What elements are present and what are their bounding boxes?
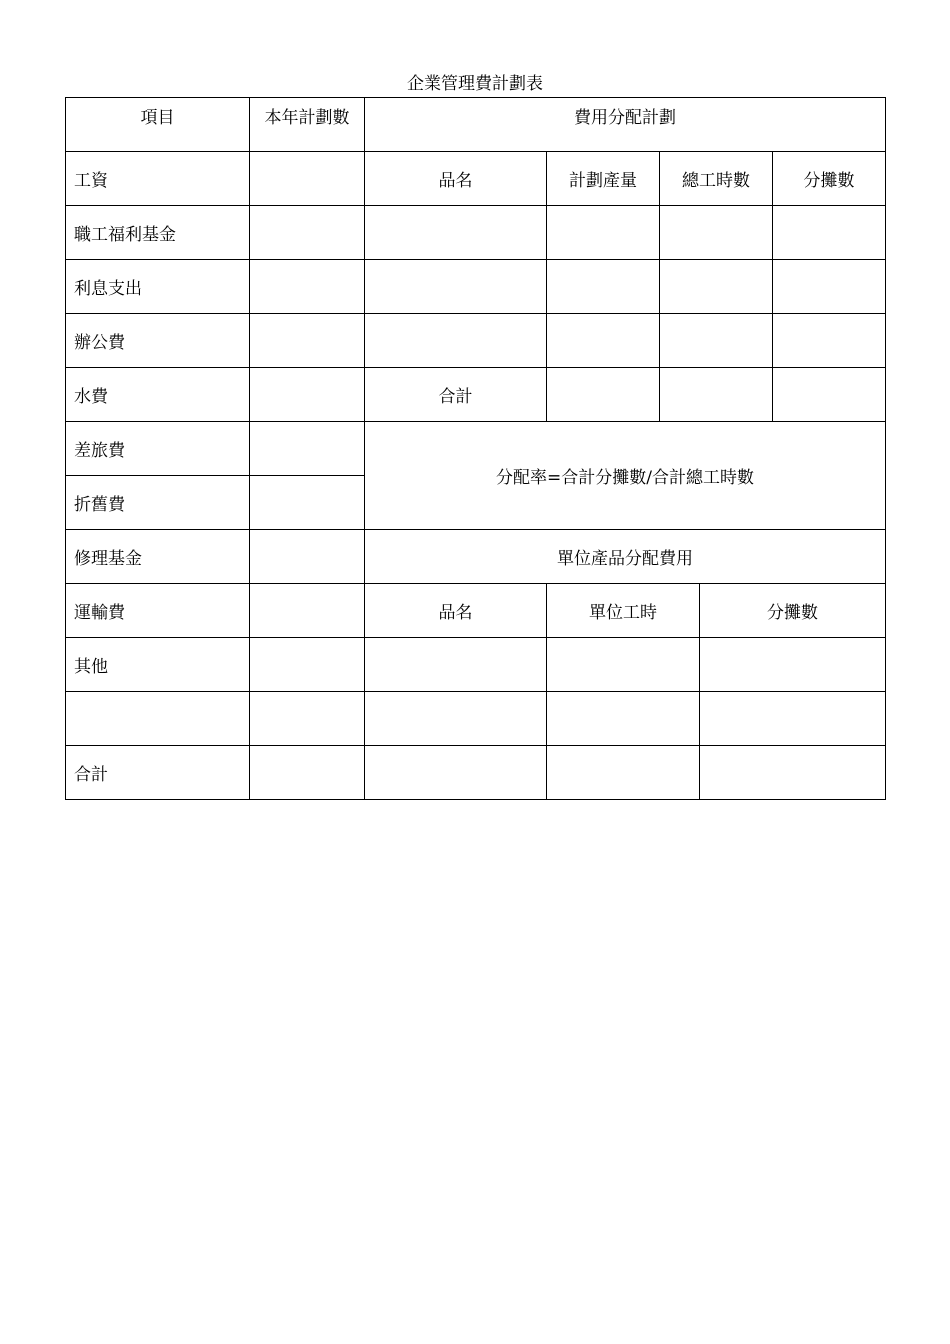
- annual-plan-cell: [250, 692, 365, 746]
- item-label: 職工福利基金: [66, 206, 250, 260]
- allocation-header-total-hours: 總工時數: [660, 152, 773, 206]
- table-row: [66, 206, 886, 260]
- unit-header-product: 品名: [365, 584, 547, 638]
- item-label: 水費: [66, 368, 250, 422]
- annual-plan-cell: [250, 260, 365, 314]
- item-label: [66, 692, 250, 746]
- annual-plan-cell: [250, 530, 365, 584]
- table-row: [66, 692, 886, 746]
- item-label: 其他: [66, 638, 250, 692]
- annual-plan-cell: [250, 476, 365, 530]
- annual-plan-cell: [250, 206, 365, 260]
- table-row: [66, 530, 886, 584]
- unit-cell: [700, 638, 886, 692]
- allocation-cell: [660, 260, 773, 314]
- header-item: 項目: [66, 98, 250, 152]
- allocation-cell: [365, 314, 547, 368]
- item-label: 利息支出: [66, 260, 250, 314]
- annual-plan-cell: [250, 638, 365, 692]
- annual-plan-cell: [250, 152, 365, 206]
- unit-allocation-title: 單位產品分配費用: [365, 530, 886, 584]
- table-row: [66, 746, 886, 800]
- allocation-rate-formula: 分配率=合計分攤數/合計總工時數: [365, 422, 886, 530]
- annual-plan-cell: [250, 368, 365, 422]
- item-label: 折舊費: [66, 476, 250, 530]
- annual-plan-cell: [250, 746, 365, 800]
- annual-plan-cell: [250, 314, 365, 368]
- unit-cell: [700, 746, 886, 800]
- allocation-header-product: 品名: [365, 152, 547, 206]
- table-row: [66, 368, 886, 422]
- unit-cell: [547, 692, 700, 746]
- expense-plan-table: [65, 97, 886, 800]
- allocation-cell: [660, 368, 773, 422]
- table-row: [66, 638, 886, 692]
- allocation-cell: [773, 260, 886, 314]
- allocation-cell: [660, 206, 773, 260]
- allocation-cell: [547, 368, 660, 422]
- annual-plan-cell: [250, 422, 365, 476]
- item-label: 修理基金: [66, 530, 250, 584]
- table-row: [66, 260, 886, 314]
- header-allocation-plan: 費用分配計劃: [365, 98, 886, 152]
- page-title: 企業管理費計劃表: [407, 74, 543, 94]
- allocation-cell: [660, 314, 773, 368]
- item-label: 運輸費: [66, 584, 250, 638]
- unit-cell: [365, 638, 547, 692]
- unit-cell: [547, 746, 700, 800]
- item-label: 差旅費: [66, 422, 250, 476]
- table-row: [66, 98, 886, 152]
- allocation-header-planned-output: 計劃產量: [547, 152, 660, 206]
- allocation-cell: [547, 314, 660, 368]
- allocation-cell: [365, 260, 547, 314]
- unit-cell: [547, 638, 700, 692]
- annual-plan-cell: [250, 584, 365, 638]
- item-label-total: 合計: [66, 746, 250, 800]
- unit-header-unit-hours: 單位工時: [547, 584, 700, 638]
- allocation-total-label: 合計: [365, 368, 547, 422]
- unit-cell: [700, 692, 886, 746]
- table-row: [66, 152, 886, 206]
- allocation-cell: [773, 314, 886, 368]
- allocation-cell: [547, 206, 660, 260]
- item-label: 辦公費: [66, 314, 250, 368]
- table-row: [66, 314, 886, 368]
- unit-cell: [365, 746, 547, 800]
- item-label: 工資: [66, 152, 250, 206]
- allocation-cell: [773, 368, 886, 422]
- table-row: [66, 422, 886, 476]
- header-annual-plan: 本年計劃數: [250, 98, 365, 152]
- unit-header-share: 分攤數: [700, 584, 886, 638]
- allocation-header-share: 分攤數: [773, 152, 886, 206]
- allocation-cell: [365, 206, 547, 260]
- unit-cell: [365, 692, 547, 746]
- allocation-cell: [547, 260, 660, 314]
- allocation-cell: [773, 206, 886, 260]
- table-row: [66, 584, 886, 638]
